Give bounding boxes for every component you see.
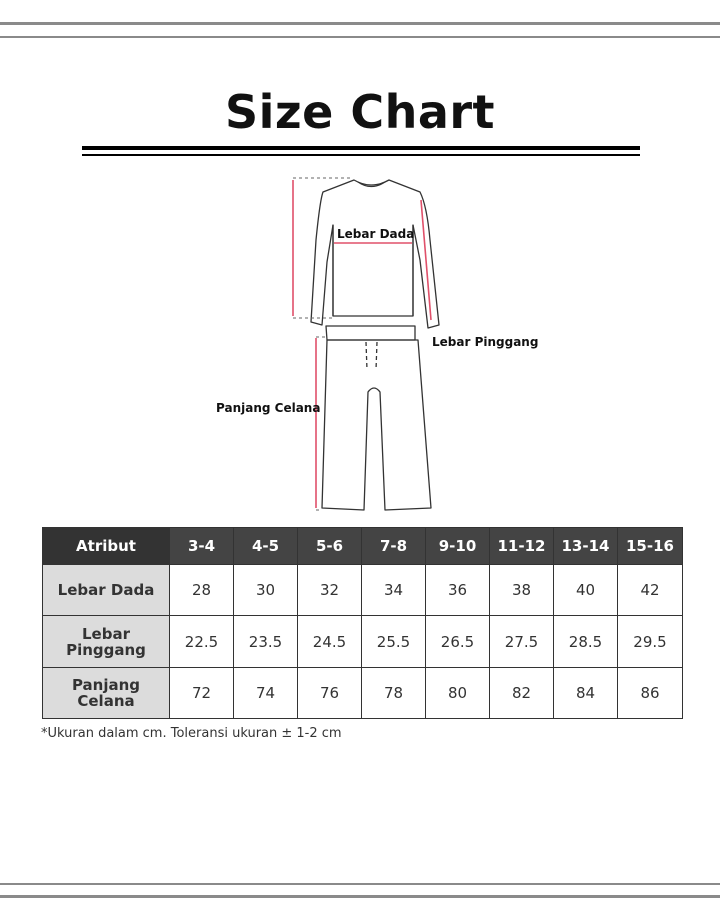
table-header-row: [43, 528, 683, 565]
table-cell: 29.5: [618, 616, 683, 668]
table-row: [43, 668, 683, 719]
table-cell: 23.5: [234, 616, 298, 668]
row-label-text: Panjang: [71, 676, 141, 694]
header-size: 4-5: [234, 528, 298, 565]
row-label: [43, 565, 170, 616]
bottom-border-outer: [0, 895, 720, 898]
header-size: 11-12: [490, 528, 554, 565]
table-cell: 27.5: [490, 616, 554, 668]
pants-length-label: Panjang Celana: [216, 401, 321, 415]
table-cell: 40: [554, 565, 618, 616]
header-size: 13-14: [554, 528, 618, 565]
table-cell: 38: [490, 565, 554, 616]
row-label: [43, 668, 170, 719]
table-cell: 80: [426, 668, 490, 719]
size-table: [42, 527, 683, 719]
row-label-text: Lebar Dada: [57, 581, 155, 599]
table-cell: 26.5: [426, 616, 490, 668]
tolerance-note: *Ukuran dalam cm. Toleransi ukuran ± 1-2 cm: [41, 726, 342, 741]
header-size: 3-4: [170, 528, 234, 565]
table-cell: 32: [298, 565, 362, 616]
row-label-text: Lebar: [82, 624, 130, 643]
table-cell: 76: [298, 668, 362, 719]
table-cell: 30: [234, 565, 298, 616]
table-cell: 24.5: [298, 616, 362, 668]
chest-label: Lebar Dada: [337, 227, 415, 241]
table-row: [43, 616, 683, 668]
table-cell: 28: [170, 565, 234, 616]
row-label-text: Celana: [77, 692, 135, 710]
table-cell: 74: [234, 668, 298, 719]
table-cell: 22.5: [170, 616, 234, 668]
table-cell: 36: [426, 565, 490, 616]
header-attribute: Atribut: [43, 528, 170, 565]
bottom-border-inner: [0, 883, 720, 885]
table-cell: 28.5: [554, 616, 618, 668]
table-row: [43, 565, 683, 616]
header-size: 5-6: [298, 528, 362, 565]
table-cell: 42: [618, 565, 683, 616]
table-cell: 78: [362, 668, 426, 719]
pants-outline: [322, 326, 431, 510]
shirt-outline: [311, 180, 439, 328]
waist-label: Lebar Pinggang: [432, 335, 539, 349]
table-cell: 84: [554, 668, 618, 719]
row-label: [43, 616, 170, 668]
table-cell: 72: [170, 668, 234, 719]
table-cell: 34: [362, 565, 426, 616]
table-cell: 86: [618, 668, 683, 719]
table-cell: 82: [490, 668, 554, 719]
header-size: 9-10: [426, 528, 490, 565]
header-size: 15-16: [618, 528, 683, 565]
header-size: 7-8: [362, 528, 426, 565]
row-label-text: Pinggang: [66, 640, 146, 659]
page-title: Size Chart: [224, 85, 496, 139]
table-cell: 25.5: [362, 616, 426, 668]
